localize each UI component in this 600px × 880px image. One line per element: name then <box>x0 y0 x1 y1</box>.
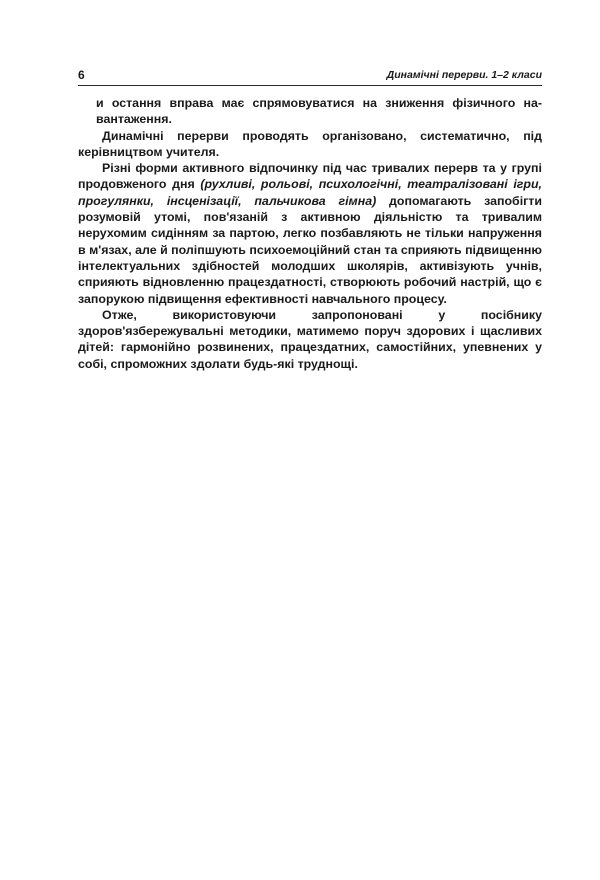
paragraph <box>78 160 542 307</box>
page-number: 6 <box>78 68 85 82</box>
body-text <box>78 95 542 372</box>
paragraph-text: и остання вправа має спрямовуватися на зниження фізичного на-вантаження. <box>96 96 542 127</box>
paragraph <box>78 307 542 372</box>
paragraph-text: Різні форми активного відпочинку під час тривалих перерв та у групі продовженого дня <box>78 161 542 192</box>
paragraph-text: Отже, використовуючи запропоновані у посібнику здоров'язбережувальні методики, матимемо поруч здорових і щасливих дітей: гармонійно розвинених, працездатних, самостійних, упевнених у собі, спроможних здолати будь-які труднощі. <box>78 307 542 371</box>
page-header <box>78 67 542 86</box>
running-title: Динамічні перерви. 1–2 класи <box>386 69 542 81</box>
paragraph-italic-text: (рухливі, рольові, психологічні, театралізовані ігри, прогулянки, інсценізації, пальчикова гімна) <box>78 177 542 208</box>
paragraph-text: Динамічні перерви проводять організовано, систематично, під керівництвом учителя. <box>78 128 542 159</box>
paragraph <box>78 128 542 161</box>
paragraph-text-continued: допомагають запобігти розумовій утомі, пов'язаній з активною діяльністю та тривалим нерухомим сидінням за партою, легко позбавляють не тільки напруження в м'язах, але й поліпшують психоемоційний стан та сприяють підвищенню інтелектуальних здібностей молодших школярів, активізують учнів, сприяють відновленню працездатності, створюють робочий настрій, що є запорукою підвищення ефективності навчального процесу. <box>78 193 542 306</box>
paragraph-continuation <box>78 95 542 128</box>
